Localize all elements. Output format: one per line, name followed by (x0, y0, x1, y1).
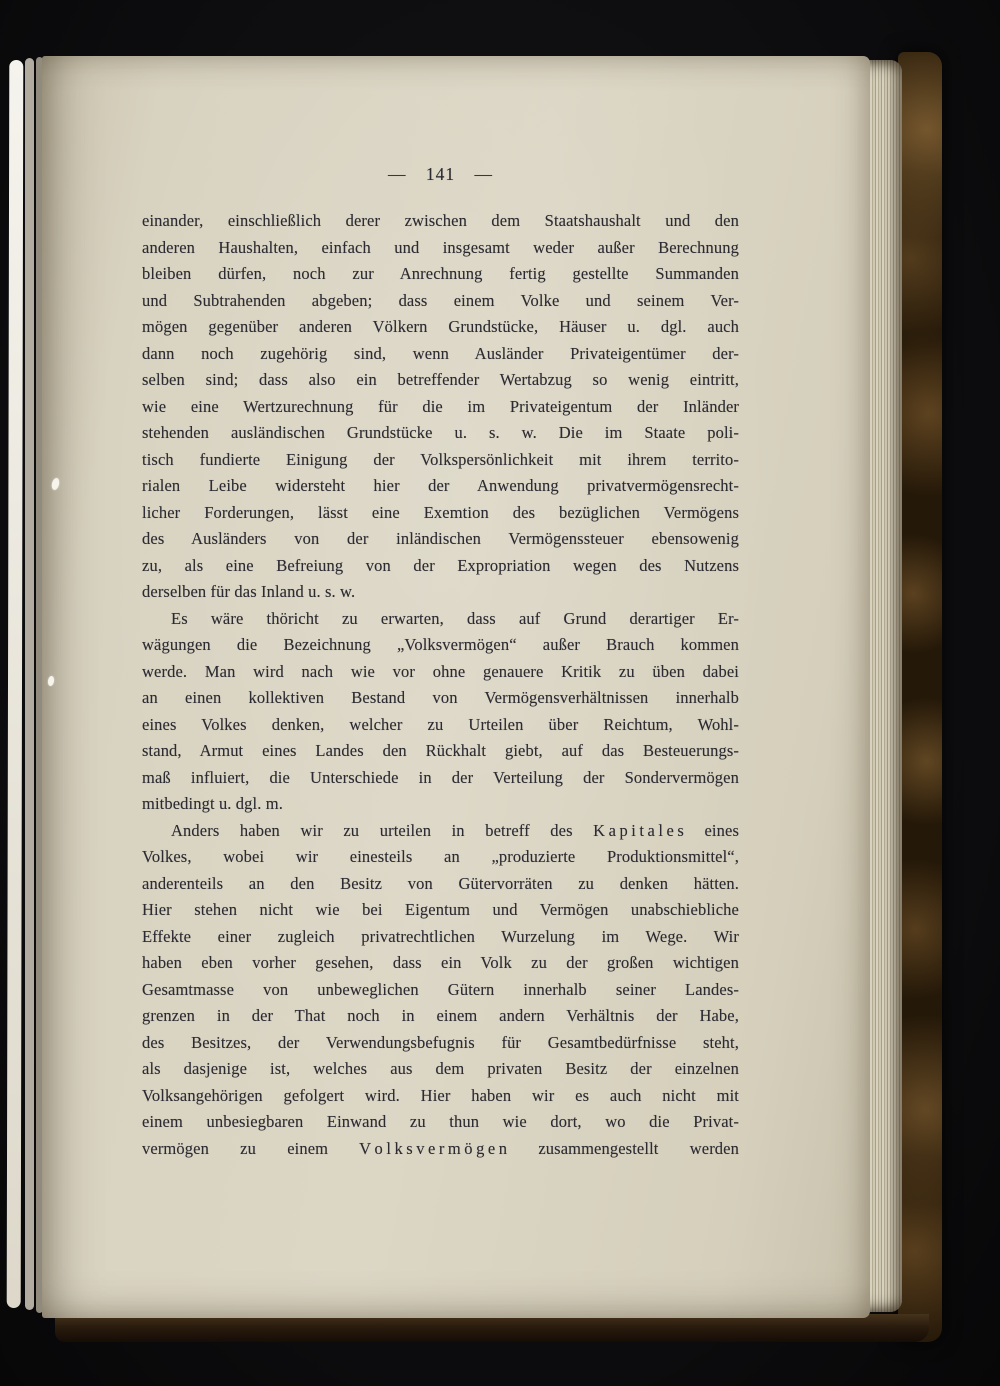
paragraph (142, 818, 739, 1163)
text-line: Es wäre thöricht zu erwarten, dass auf Grund derartiger Er- (171, 608, 739, 628)
text-line: einander, einschließlich derer zwischen dem Staatshaushalt und den (142, 211, 739, 230)
text-line: tisch fundierte Einigung der Volkspersönlichkeit mit ihrem territo- (142, 449, 739, 469)
paragraph (142, 208, 739, 606)
text-line: anderen Haushalten, einfach und insgesamt weder außer Berechnung (142, 237, 739, 257)
text-line: Volksangehörigen gefolgert wird. Hier haben wir es auch nicht mit (142, 1085, 739, 1105)
text-block (142, 208, 739, 1162)
text-line: bleiben dürfen, noch zur Anrechnung fertig gestellte Summanden (142, 264, 739, 283)
page-edge-left-2 (25, 58, 34, 1310)
text-line: maß influiert, die Unterschiede in der Verteilung der Sondervermögen (142, 767, 739, 787)
text-line: einem unbesiegbaren Einwand zu thun wie dort, wo die Privat- (142, 1112, 739, 1131)
text-line: haben eben vorher gesehen, dass ein Volk zu der großen wichtigen (142, 953, 739, 972)
text-line: zu, als eine Befreiung von der Expropriation wegen des Nutzens (142, 555, 739, 575)
book-bottom-edge (55, 1314, 929, 1342)
text-line: wägungen die Bezeichnung „Volksvermögen“ außer Brauch kommen (142, 635, 739, 654)
text-line: als dasjenige ist, welches aus dem privaten Besitz der einzelnen (142, 1059, 739, 1078)
book-cover-edge (898, 52, 942, 1342)
text-line: vermögen zu einem V o l k s v e r m ö g e n zusammengestellt werden (142, 1138, 739, 1158)
book-page (42, 56, 870, 1318)
text-line: und Subtrahenden abgeben; dass einem Volke und seinem Ver- (142, 290, 739, 310)
text-line: mitbedingt u. dgl. m. (142, 794, 283, 813)
text-line: selben sind; dass also ein betreffender Wertabzug so wenig eintritt, (142, 370, 739, 389)
text-line: licher Forderungen, lässt eine Exemtion des bezüglichen Vermögens (142, 502, 739, 522)
text-line: des Besitzes, der Verwendungsbefugnis für Gesamtbedürfnisse steht, (142, 1032, 739, 1052)
text-line: Volkes, wobei wir einesteils an „produzierte Produktionsmittel“, (142, 847, 739, 866)
page-number: — 141 — (388, 164, 493, 184)
text-line: Gesamtmasse von unbeweglichen Gütern innerhalb seiner Landes- (142, 979, 739, 999)
text-line: Hier stehen nicht wie bei Eigentum und Vermögen unabschiebliche (142, 900, 739, 919)
text-line: dann noch zugehörig sind, wenn Ausländer Privateigentümer der- (142, 343, 739, 363)
text-line: rialen Leibe widersteht hier der Anwendung privatvermögensrecht- (142, 476, 739, 495)
text-line: anderenteils an den Besitz von Gütervorräten zu denken hätten. (142, 873, 739, 893)
text-line: mögen gegenüber anderen Völkern Grundstücke, Häuser u. dgl. auch (142, 317, 739, 336)
text-line: stand, Armut eines Landes den Rückhalt giebt, auf das Besteuerungs- (142, 741, 739, 760)
text-line: stehenden ausländischen Grundstücke u. s. w. Die im Staate poli- (142, 423, 739, 442)
text-line: Effekte einer zugleich privatrechtlichen Wurzelung im Wege. Wir (142, 926, 739, 946)
text-line: grenzen in der That noch in einem andern Verhältnis der Habe, (142, 1006, 739, 1025)
text-line: an einen kollektiven Bestand von Vermögensverhältnissen innerhalb (142, 688, 739, 707)
paragraph (142, 606, 739, 818)
text-line: des Ausländers von der inländischen Vermögenssteuer ebensowenig (142, 529, 739, 548)
page-edge-left-1 (7, 60, 24, 1308)
text-line: derselben für das Inland u. s. w. (142, 582, 356, 601)
text-line: wie eine Wertzurechnung für die im Privateigentum der Inländer (142, 396, 739, 416)
text-line: werde. Man wird nach wie vor ohne genauere Kritik zu üben dabei (142, 661, 739, 681)
text-line: Anders haben wir zu urteilen in betreff des K a p i t a l e s eines (171, 820, 739, 840)
text-line: eines Volkes denken, welcher zu Urteilen über Reichtum, Wohl- (142, 714, 739, 734)
